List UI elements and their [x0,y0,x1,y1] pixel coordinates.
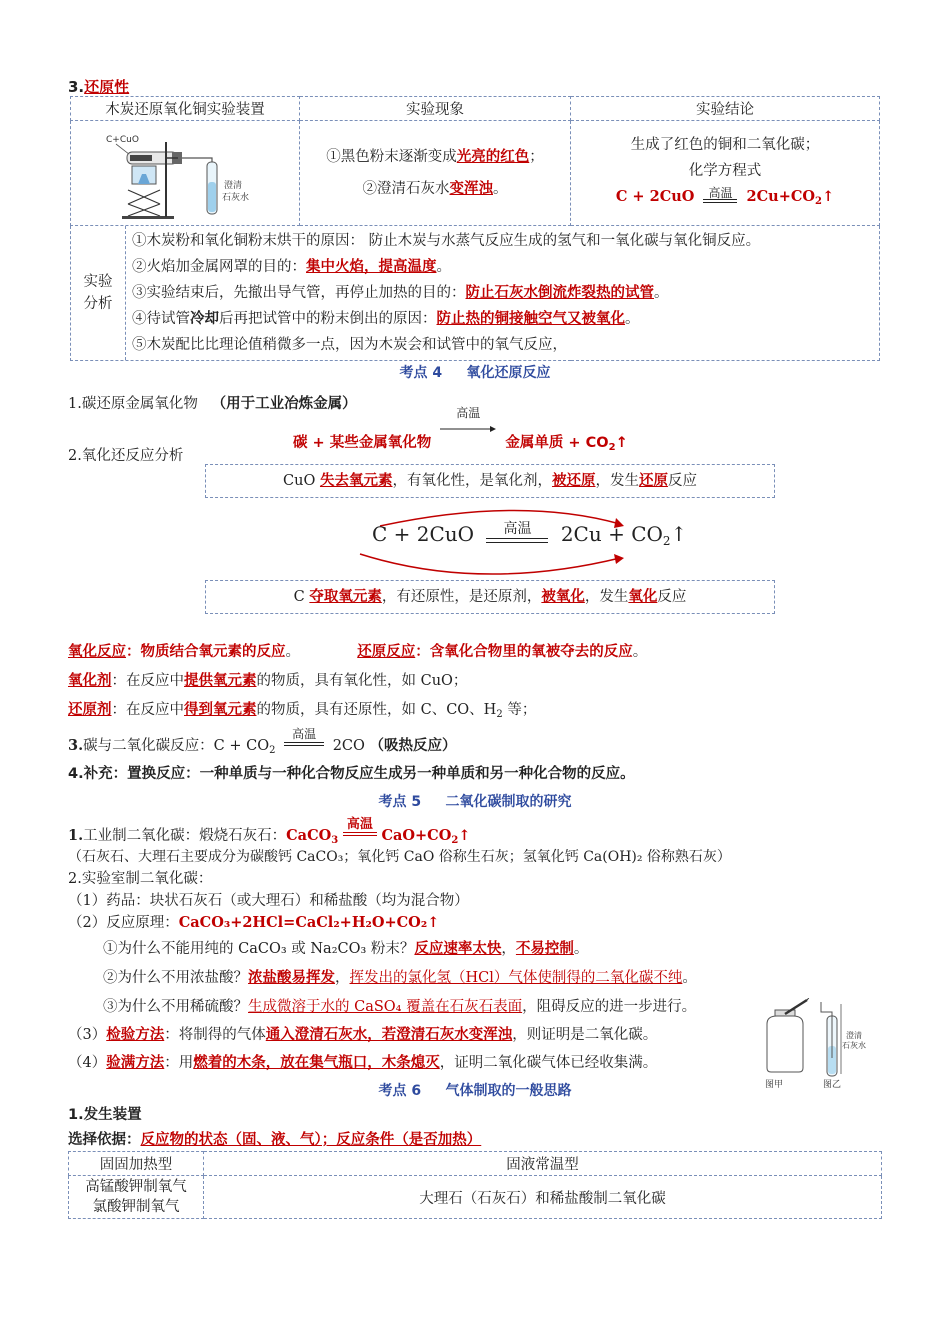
table-header: 固固加热型 [69,1152,204,1176]
analysis-item: ④待试管冷却后再把试管中的粉末倒出的原因：防止热的铜接触空气又被氧化。 [132,310,640,327]
reduction-table [70,96,880,361]
analysis-item: ⑤木炭配比比理论值稍微多一点，因为木炭会和试管中的氧气反应， [132,337,567,353]
analysis-item: ②火焰加金属网罩的目的：集中火焰，提高温度。 [132,258,451,275]
analysis-item: ③实验结束后，先撤出导气管，再停止加热的目的：防止石灰水倒流炸裂热的试管。 [132,284,669,301]
big-equation: C + 2CuO 高温 $2Cu + CO_2↑$ [372,521,688,548]
k5-line7: （4）验满方法：用燃着的木条，放在集气瓶口，木条熄灭，证明二氧化碳气体已经收集满。 [68,1055,658,1071]
generator-table [68,1151,882,1219]
analysis-item: ①木炭粉和氧化铜粉末烘干的原因： 防止木炭与水蒸气反应生成的氢气和一氧化碳与氧化铜反应。 [132,233,761,249]
table-header: 固液常温型 [204,1152,882,1176]
apparatus-limewater-label-2: 石灰水 [222,193,250,203]
k5-line4: （1）药品：块状石灰石（或大理石）和稀盐酸（均为混合物） [68,893,469,909]
k5-line6: （3）检验方法：将制得的气体通入澄清石灰水，若澄清石灰水变浑浊，则证明是二氧化碳。 [68,1027,658,1043]
phenomenon-2: ②澄清石灰水变浑浊。 [362,180,508,197]
figure-b-label-2: 石灰水 [842,1041,866,1050]
figure-b-label-1: 澄清 [846,1031,862,1040]
k4-scheme: 碳 + 某些金属氧化物 高温 金属单质 + $CO_2↑$ [293,406,628,453]
conclusion-cell [571,121,880,226]
table-header: 木炭还原氧化铜实验装置 [71,97,300,121]
box-oxidant: CuO 失去氧元素，有氧化性，是氧化剂，被还原，发生还原反应 [205,464,775,498]
k4-item4: 4.补充：置换反应：一种单质与一种化合物反应生成另一种单质和另一种化合物的反应。 [68,766,635,782]
k4-item2: 2.氧化还反应分析 [68,448,184,464]
table-header: 实验结论 [571,97,880,121]
table-header: 实验现象 [300,97,571,121]
kaodian5-title: 考点 5 二氧化碳制取的研究 [378,794,572,810]
figure-a-caption: 图甲 [765,1080,784,1090]
apparatus-cell [71,121,300,226]
section3-num: 3. [68,78,85,96]
k5-line3: 2.实验室制二氧化碳： [68,871,213,887]
phenomenon-1: ①黑色粉末逐渐变成光亮的红色； [326,148,544,165]
k5-line2: （石灰石、大理石主要成分为碳酸钙 CaCO₃；氧化钙 CaO 俗称生石灰；氢氧化钙 Ca(OH)₂ 俗称熟石灰） [68,849,731,865]
k6-line1: 1.发生装置 [68,1107,142,1123]
analysis-list [126,226,766,360]
analysis-label: 实验 分析 [71,226,126,360]
figure-b-caption: 图乙 [823,1080,842,1090]
arrow-right-icon [440,425,496,433]
analysis-row [71,226,880,361]
conclusion-line-1: 生成了红色的铜和二氧化碳； [630,136,820,153]
apparatus-limewater-label-1: 澄清 [224,181,243,191]
gas-test-figure [755,998,885,1090]
conclusion-line-2: 化学方程式 [688,162,762,179]
table-cell: 大理石（石灰石）和稀盐酸制二氧化碳 [204,1176,882,1219]
def-reductant: 还原剂：在反应中得到氧元素的物质，具有还原性，如 C、CO、$H_2$ 等； [68,702,537,720]
def-oxidant: 氧化剂：在反应中提供氧元素的物质，具有氧化性，如 CuO； [68,673,468,689]
k4-item1: 1.碳还原金属氧化物 （用于工业冶炼金属） [68,396,357,412]
k4-item3: 3.碳与二氧化碳反应：$C + CO_2$ 高温 2CO （吸热反应） [68,727,457,756]
section3-heading [68,76,129,97]
def-oxidation-reduction: 氧化反应：物质结合氧元素的反应。 还原反应：含氧化合物里的氧被夺去的反应。 [68,644,648,660]
phenomena-cell [300,121,571,226]
k5-question-3: ③为什么不用稀硫酸？生成微溶于水的 CaSO₄ 覆盖在石灰石表面，阻碍反应的进一步进行。 [103,999,697,1015]
apparatus-reagent-label: C+CuO [106,135,139,145]
kaodian4-title: 考点 4 氧化还原反应 [399,365,551,381]
apparatus-image [72,122,296,220]
section3-title: 还原性 [84,78,130,96]
kaodian6-title: 考点 6 气体制取的一般思路 [378,1083,572,1099]
box-reductant: C 夺取氧元素，有还原性，是还原剂，被氧化，发生氧化反应 [205,580,775,614]
k5-question-2: ②为什么不用浓盐酸？浓盐酸易挥发，挥发出的氯化氢（HCl）气体使制得的二氧化碳不纯。 [103,970,697,986]
k5-question-1: ①为什么不能用纯的 CaCO₃ 或 Na₂CO₃ 粉末？反应速率太快，不易控制。 [103,941,589,957]
table-cell: 高锰酸钾制氧气 氯酸钾制氧气 [69,1176,204,1219]
k5-line5: （2）反应原理：CaCO₃+2HCl=CaCl₂+H₂O+CO₂↑ [68,914,440,931]
k6-line2: 选择依据：反应物的状态（固、液、气）；反应条件（是否加热） [68,1132,482,1148]
conclusion-equation: C + 2CuO 高温 $2Cu+CO_2↑$ [615,185,835,207]
k5-line1: 1.工业制二氧化碳：煅烧石灰石：CaCO$_3$ 高温 $CaO+CO_2↑$ [68,817,471,846]
